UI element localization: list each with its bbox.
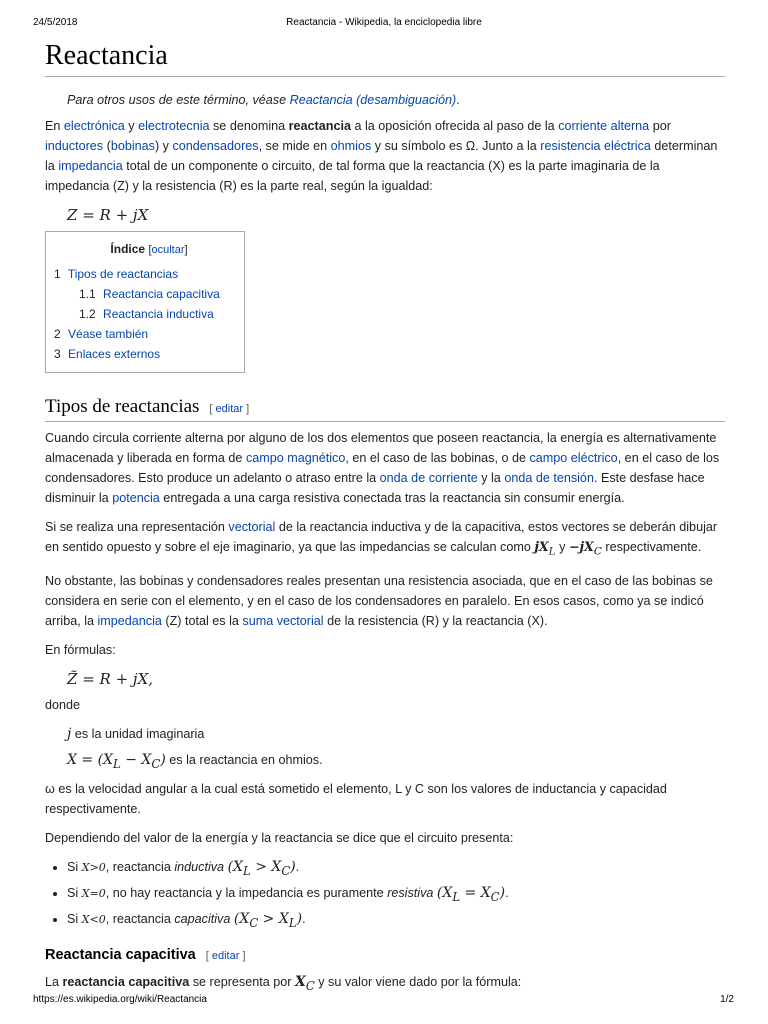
paragraph-dependiendo: Dependiendo del valor de la energía y la reactancia se dice que el circuito presenta:	[45, 831, 514, 846]
reactance-conditions-list	[45, 857, 725, 932]
link-electronica[interactable]: electrónica	[63, 119, 125, 133]
paragraph-bobinas-reales: No obstante, las bobinas y condensadores reales presentan una resistencia asociada, que en el caso de las bobinas se considera en serie con el elemento, y en el caso de los condensadores en paralelo. En esos casos, como ya se indicó arriba, la impedancia (Z) total es la suma vectorial de la resistencia (R) y la reactancia (X).	[45, 573, 713, 628]
table-of-contents	[45, 231, 245, 373]
toc-title: Índice [ocultar]	[110, 242, 188, 256]
title-divider	[45, 76, 725, 77]
paragraph-donde: donde	[45, 697, 81, 712]
link-campo-electrico[interactable]: campo eléctrico	[529, 451, 618, 465]
link-corriente-alterna[interactable]: corriente alterna	[558, 119, 650, 133]
link-condensadores[interactable]: condensadores	[172, 139, 259, 153]
link-inductores[interactable]: inductores	[45, 139, 104, 153]
link-ohmios[interactable]: ohmios	[330, 139, 372, 153]
list-item: • Si X>0, reactancia inductiva $(X_L > X_C)$.	[67, 857, 725, 881]
definition-j: j es la unidad imaginaria	[67, 725, 205, 742]
paragraph-capacitiva: La reactancia capacitiva se representa por $X_C$ y su valor viene dado por la fórmula:	[45, 973, 522, 993]
print-page-number: 1/2	[720, 994, 734, 1005]
paragraph-omega: ω es la velocidad angular a la cual está sometido el elemento, L y C son los valores de inductancia y capacidad respectivamente.	[45, 782, 667, 817]
print-url: https://es.wikipedia.org/wiki/Reactancia	[33, 994, 207, 1005]
disambiguation-note: Para otros usos de este término, véase Reactancia (desambiguación).	[67, 93, 460, 107]
edit-link[interactable]: editar	[211, 949, 240, 962]
toc-item-3[interactable]: 3 Enlaces externos	[54, 347, 161, 361]
print-header	[0, 0, 768, 30]
article-body	[45, 90, 725, 1005]
formula-impedance-complex: Z̃ = R + jX,	[67, 669, 154, 688]
toc-item-2[interactable]: 2 Véase también	[54, 327, 149, 341]
paragraph-vectorial: Si se realiza una representación vectorial de la reactancia inductiva y de la capacitiva, estos vectores se deberán dibujar en sentido opuesto y sobre el eje imaginario, ya que las impedancias se calculan como $jX_L$ $y -jX_C$ respectivamente.	[45, 520, 718, 558]
formula-impedance: Z = R + jX	[67, 206, 149, 224]
article-title: Reactancia	[45, 40, 168, 71]
link-onda-corriente[interactable]: onda de corriente	[379, 471, 478, 485]
link-electrotecnia[interactable]: electrotecnia	[138, 119, 210, 133]
link-suma-vectorial[interactable]: suma vectorial	[242, 613, 324, 628]
paragraph-en-formulas: En fórmulas:	[45, 642, 116, 657]
link-impedancia[interactable]: impedancia	[58, 159, 123, 173]
toc-item-1[interactable]: 1 Tipos de reactancias	[54, 267, 179, 281]
link-bobinas[interactable]: bobinas	[110, 139, 155, 153]
toc-item-1-2[interactable]: 1.2 Reactancia inductiva	[79, 307, 214, 321]
edit-section-capacitiva: [ editar ]	[205, 949, 246, 962]
intro-paragraph: En electrónica y electrotecnia se denomina reactancia a la oposición ofrecida al paso de la corriente alterna por inductores (bobinas) y condensadores, se mide en ohmios y su símbolo es Ω. Junto a la resistencia eléctrica determinan la impedancia total de un componente o circuito, de tal forma que la reactancia (X) es la parte imaginaria de la impedancia (Z) y la resistencia (R) es la parte real, según la igualdad:	[45, 119, 718, 193]
link-vectorial[interactable]: vectorial	[228, 520, 276, 534]
list-item: • Si X<0, reactancia capacitiva $(X_C > X_L)$.	[67, 909, 725, 933]
link-impedancia-2[interactable]: impedancia	[97, 613, 162, 628]
link-potencia[interactable]: potencia	[112, 491, 160, 505]
toc-hide-link[interactable]: ocultar	[151, 244, 185, 256]
edit-section-tipos: [ editar ]	[209, 403, 250, 415]
list-item: • Si X=0, no hay reactancia y la impedancia es puramente resistiva $(X_L = X_C)$.	[67, 883, 725, 907]
link-resistencia-electrica[interactable]: resistencia eléctrica	[540, 139, 651, 153]
definition-x: $X = (X_L - X_C)$ es la reactancia en ohmios.	[67, 751, 323, 771]
paragraph-energia: Cuando circula corriente alterna por alguno de los dos elementos que poseen reactancia, la energía es alternativamente almacenada y liberada en forma de campo magnético, en el caso de las bobinas, o de campo eléctrico, en el caso de los condensadores. Esto produce un adelanto o atraso entre la onda de corriente y la onda de tensión. Este desfase hace disminuir la potencia entregada a una carga resistiva conectada tras la reactancia sin consumir energía.	[45, 431, 720, 505]
toc-item-1-1[interactable]: 1.1 Reactancia capacitiva	[79, 287, 220, 301]
section-heading-tipos: Tipos de reactancias [ editar ]	[45, 397, 725, 422]
print-date: 24/5/2018	[33, 17, 78, 28]
section-heading-capacitiva: Reactancia capacitiva [ editar ]	[45, 946, 246, 963]
disambiguation-link[interactable]: Reactancia (desambiguación)	[289, 93, 457, 107]
link-onda-tension[interactable]: onda de tensión	[504, 471, 594, 485]
print-page-title: Reactancia - Wikipedia, la enciclopedia libre	[286, 17, 482, 28]
link-campo-magnetico[interactable]: campo magnético	[245, 451, 346, 465]
edit-link[interactable]: editar	[215, 403, 244, 415]
